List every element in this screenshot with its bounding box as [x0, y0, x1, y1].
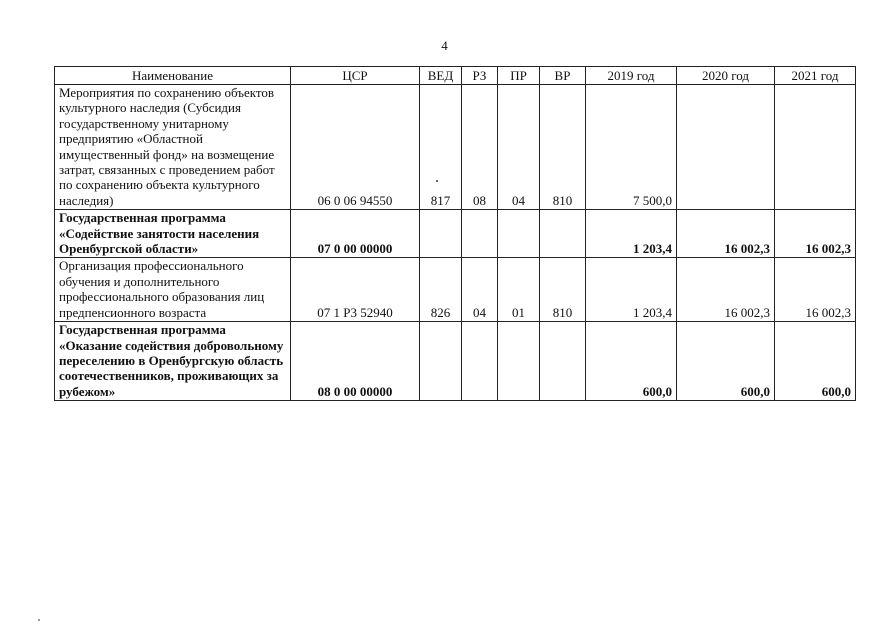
row-ved [420, 210, 462, 258]
row-2019: 600,0 [586, 322, 677, 401]
row-2019: 7 500,0 [586, 85, 677, 210]
row-csr: 07 0 00 00000 [291, 210, 420, 258]
row-2020: 16 002,3 [677, 210, 775, 258]
row-2021: 16 002,3 [775, 258, 856, 322]
row-vr: 810 [540, 85, 586, 210]
row-name: Государственная программа «Оказание содействия добровольному переселению в Оренбургскую область соотечественников, проживающих за рубежом» [55, 322, 291, 401]
header-rz: РЗ [462, 67, 498, 85]
row-2021 [775, 85, 856, 210]
scan-speck [38, 619, 40, 621]
row-rz: 04 [462, 258, 498, 322]
table-row [55, 322, 856, 401]
row-pr [498, 210, 540, 258]
header-ved: ВЕД [420, 67, 462, 85]
table-row [55, 85, 856, 210]
row-name: Государственная программа «Содействие занятости населения Оренбургской области» [55, 210, 291, 258]
row-csr: 08 0 00 00000 [291, 322, 420, 401]
row-2020 [677, 85, 775, 210]
header-pr: ПР [498, 67, 540, 85]
header-2021: 2021 год [775, 67, 856, 85]
page-number: 4 [441, 38, 448, 53]
row-2020: 600,0 [677, 322, 775, 401]
row-pr: 01 [498, 258, 540, 322]
row-2019: 1 203,4 [586, 258, 677, 322]
header-2020: 2020 год [677, 67, 775, 85]
row-rz [462, 210, 498, 258]
row-vr [540, 210, 586, 258]
row-csr: 06 0 06 94550 [291, 85, 420, 210]
row-2021: 600,0 [775, 322, 856, 401]
row-2020: 16 002,3 [677, 258, 775, 322]
row-pr [498, 322, 540, 401]
header-name: Наименование [55, 67, 291, 85]
row-ved: 826 [420, 258, 462, 322]
row-name: Организация профессионального обучения и дополнительного профессионального образования лиц предпенсионного возраста [55, 258, 291, 322]
row-2021: 16 002,3 [775, 210, 856, 258]
row-ved [420, 322, 462, 401]
row-vr: 810 [540, 258, 586, 322]
row-csr: 07 1 P3 52940 [291, 258, 420, 322]
row-name: Мероприятия по сохранению объектов культурного наследия (Субсидия государственному унитарному предприятию «Областной имущественный фонд» на возмещение затрат, связанных с проведением работ по сохранению объекта культурного наследия) [55, 85, 291, 210]
table-row [55, 210, 856, 258]
scan-speck [436, 180, 438, 182]
row-2019: 1 203,4 [586, 210, 677, 258]
row-vr [540, 322, 586, 401]
table-row [55, 258, 856, 322]
row-ved: 817 [420, 85, 462, 210]
header-row [55, 67, 856, 85]
row-rz [462, 322, 498, 401]
header-vr: ВР [540, 67, 586, 85]
row-rz: 08 [462, 85, 498, 210]
budget-table [54, 66, 856, 401]
row-pr: 04 [498, 85, 540, 210]
header-csr: ЦСР [291, 67, 420, 85]
header-2019: 2019 год [586, 67, 677, 85]
